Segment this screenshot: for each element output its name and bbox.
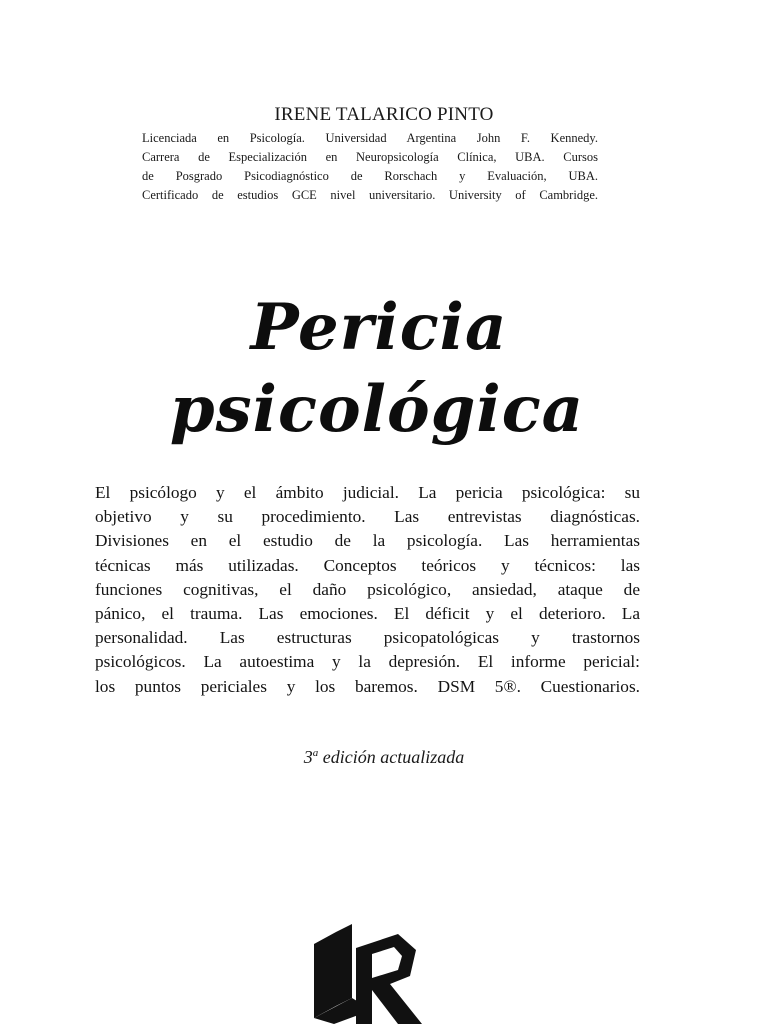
author-name: IRENE TALARICO PINTO	[274, 104, 494, 125]
summary-line: personalidad. Las estructuras psicopatológicas y trastornos	[95, 628, 640, 648]
credential-line: Licenciada en Psicología. Universidad Argentina John F. Kennedy.	[142, 131, 598, 145]
credential-line: de Posgrado Psicodiagnóstico de Rorschach y Evaluación, UBA.	[142, 169, 598, 183]
summary-line: funciones cognitivas, el daño psicológico, ansiedad, ataque de	[95, 579, 640, 599]
summary-line: objetivo y su procedimiento. Las entrevistas diagnósticas.	[95, 507, 640, 527]
author-credentials	[142, 129, 598, 205]
summary-line: Divisiones en el estudio de la psicología. Las herramientas	[95, 531, 640, 551]
edition-text: edición actualizada	[318, 747, 465, 767]
summary-line: psicológicos. La autoestima y la depresión. El informe pericial:	[95, 652, 640, 672]
book-title-line-2: psicológica	[169, 372, 585, 447]
summary-line: técnicas más utilizadas. Conceptos teóricos y técnicos: las	[95, 555, 640, 575]
summary-line: El psicólogo y el ámbito judicial. La pericia psicológica: su	[95, 483, 640, 502]
credential-line: Carrera de Especialización en Neuropsicología Clínica, UBA. Cursos	[142, 150, 598, 164]
edition-label	[0, 747, 768, 768]
edition-number: 3	[303, 747, 313, 767]
credential-line: Certificado de estudios GCE nivel universitario. University of Cambridge.	[142, 188, 598, 202]
summary-line: los puntos periciales y los baremos. DSM 5®. Cuestionarios.	[95, 676, 640, 696]
book-title-line-1: Pericia	[250, 290, 508, 365]
publisher-logo-icon	[306, 914, 426, 1024]
summary-line: pánico, el trauma. Las emociones. El déficit y el deterioro. La	[95, 604, 640, 624]
book-summary	[95, 481, 640, 699]
edition-ordinal-suffix: a	[312, 747, 319, 759]
